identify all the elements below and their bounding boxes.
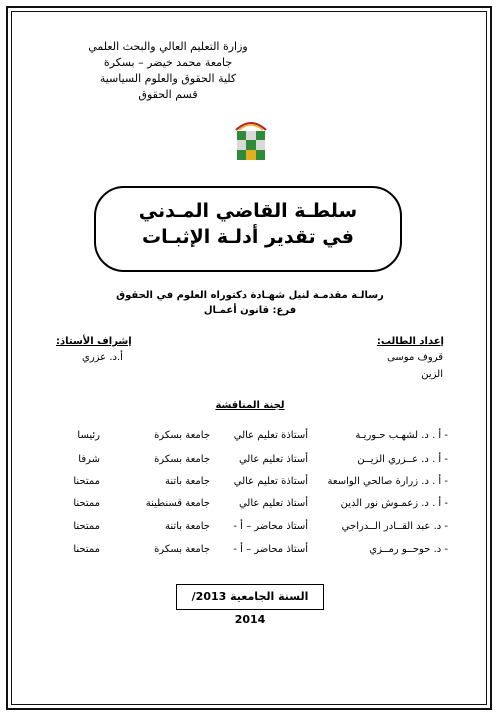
member-role: رئيسا <box>77 430 100 441</box>
student-name-line-2: الزين <box>421 369 443 380</box>
member-rank: أستاذ محاضر – أ - <box>233 544 308 555</box>
supervisor-label: إشراف الأستاذ: <box>56 336 132 347</box>
institution-header <box>48 39 288 103</box>
member-university: جامعة قسنطينة <box>145 498 210 509</box>
thesis-info <box>0 288 500 318</box>
committee-row <box>60 454 448 470</box>
member-name: - أ . د. لشهـب حـوريـة <box>355 430 448 441</box>
committee-row <box>60 430 448 446</box>
member-name: - أ . د. زعمـوش نور الدين <box>340 498 448 509</box>
committee-title: لجنة المناقشة <box>215 400 285 411</box>
committee-row <box>60 476 448 492</box>
member-role: شرفا <box>78 454 100 465</box>
thesis-title-line-2: في تقدير أدلـة الإثبـات <box>142 226 354 248</box>
member-role: ممتحنا <box>73 498 100 509</box>
member-rank: أستاذ محاضر – أ - <box>233 521 308 532</box>
department-line: قسم الحقوق <box>138 88 198 101</box>
member-university: جامعة بسكرة <box>154 430 210 441</box>
thesis-title-line-1: سلطـة القاضي المـدني <box>138 200 358 222</box>
ministry-line: وزارة التعليم العالي والبحث العلمي <box>88 40 248 53</box>
member-university: جامعة باتنة <box>165 476 210 487</box>
university-line: جامعة محمد خيضر – بسكرة <box>103 56 233 69</box>
thesis-title-box <box>94 186 402 272</box>
member-university: جامعة بسكرة <box>154 454 210 465</box>
thesis-description: رسالـة مقدمـة لنيل شهـادة دكتوراه العلوم في الحقوق <box>116 290 384 301</box>
committee-row <box>60 498 448 514</box>
member-role: ممتحنا <box>73 521 100 532</box>
academic-year-box: السنة الجامعية 2013/ 2014 <box>176 584 324 610</box>
supervisor-name: أ.د. عزري <box>82 352 123 363</box>
university-logo <box>234 118 268 162</box>
thesis-branch: فرع: قانون أعمـال <box>203 305 297 316</box>
faculty-line: كلية الحقوق والعلوم السياسية <box>99 72 237 85</box>
committee-row <box>60 521 448 537</box>
member-name: - أ . د. عــزري الزيــن <box>357 454 448 465</box>
student-label: إعداد الطالب: <box>376 336 444 347</box>
member-name: - د. عبد القــادر الــدراجي <box>341 521 448 532</box>
member-rank: أستاذ تعليم عالي <box>238 498 308 509</box>
committee-row <box>60 544 448 560</box>
student-name-line-1: قروف موسى <box>387 352 443 363</box>
member-university: جامعة بسكرة <box>154 544 210 555</box>
member-university: جامعة باتنة <box>165 521 210 532</box>
member-rank: أستاذة تعليم عالي <box>233 476 308 487</box>
member-name: - د. حوحــو رمــزي <box>369 544 448 555</box>
member-role: ممتحنا <box>73 544 100 555</box>
member-role: ممتحنا <box>73 476 100 487</box>
member-rank: أستاذ تعليم عالي <box>238 454 308 465</box>
member-name: - أ . د. زرارة صالحي الواسعة <box>327 476 448 487</box>
member-rank: أستاذة تعليم عالي <box>233 430 308 441</box>
